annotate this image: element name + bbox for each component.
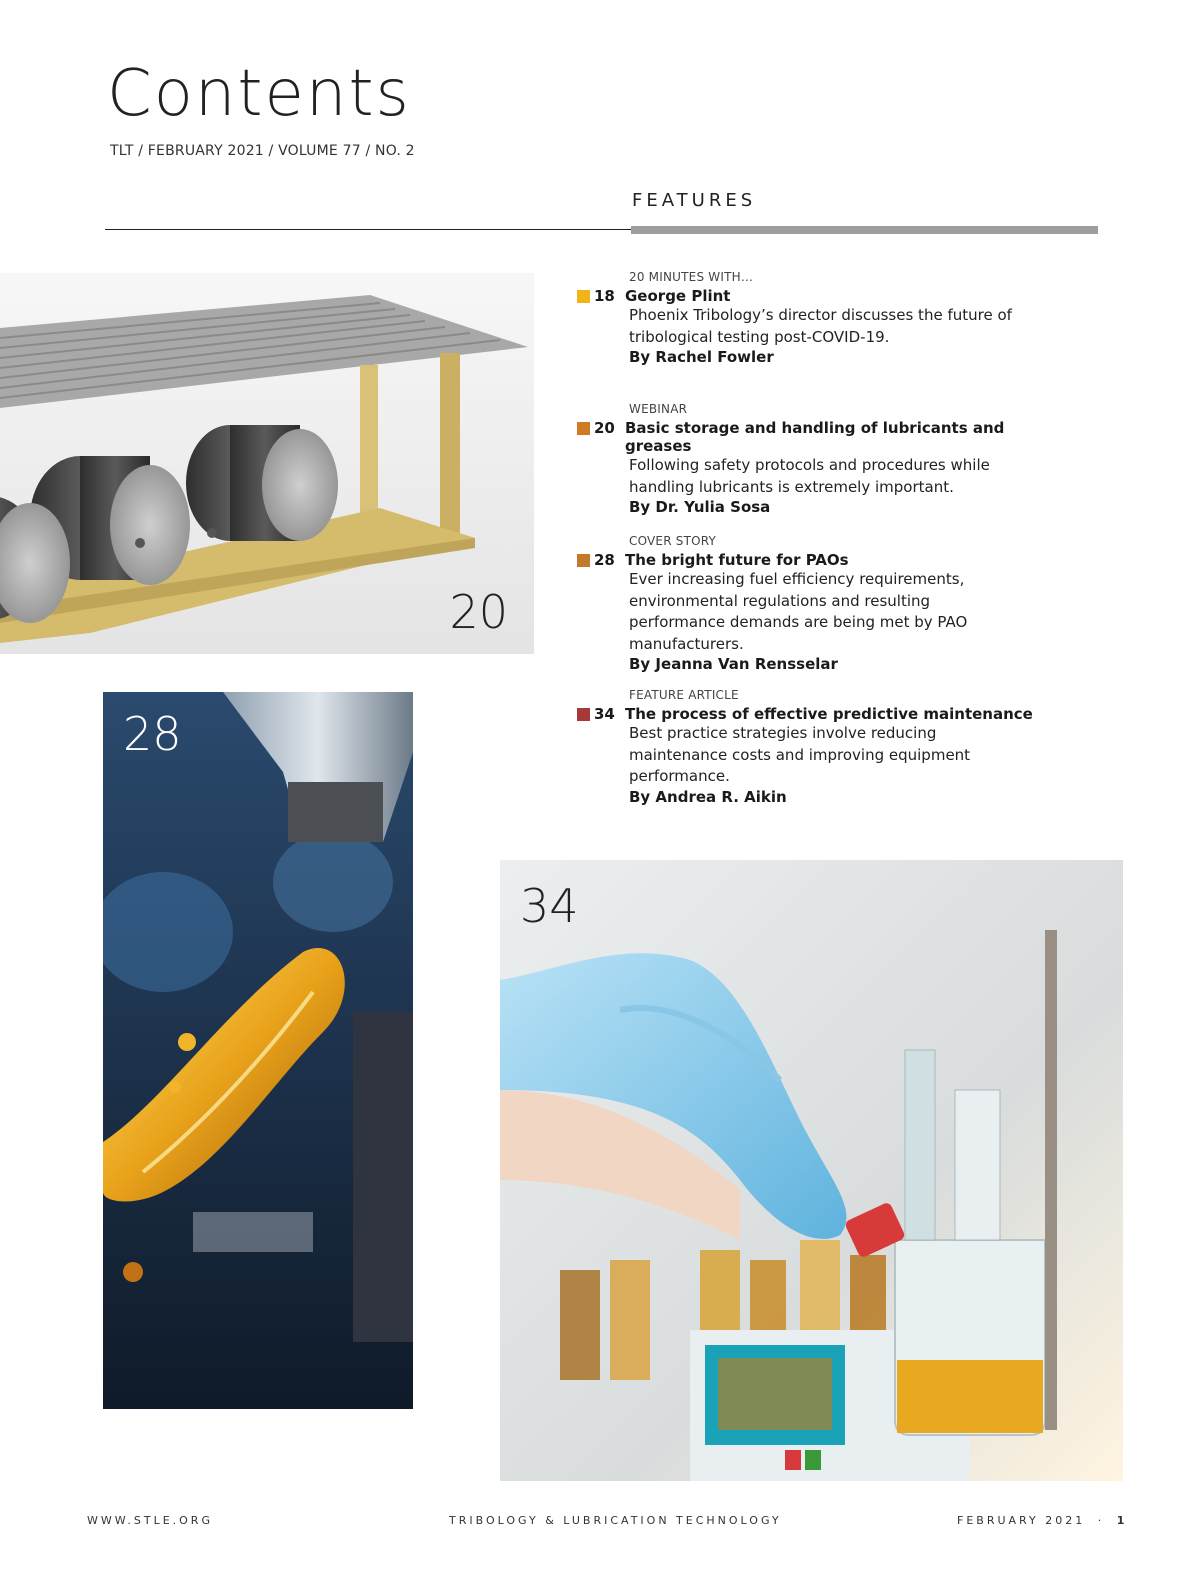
color-marker — [577, 422, 590, 435]
color-marker — [577, 290, 590, 303]
footer-separator: · — [1097, 1514, 1105, 1527]
oil-page-number: 28 — [123, 707, 182, 761]
oil-splash-illustration — [103, 692, 413, 1409]
feature-category: WEBINAR — [629, 402, 688, 416]
feature-description: Best practice strategies involve reducing maintenance costs and improving equipment performance. — [629, 724, 971, 785]
feature-title[interactable]: The process of effective predictive maintenance — [625, 705, 1033, 723]
feature-page-number: 34 — [594, 705, 615, 723]
footer-publication: TRIBOLOGY & LUBRICATION TECHNOLOGY — [449, 1514, 782, 1527]
feature-description: Ever increasing fuel efficiency requirements, environmental regulations and resulting performance demands are being met by PAO manufacturers. — [629, 570, 968, 653]
feature-category: COVER STORY — [629, 534, 717, 548]
feature-title[interactable]: The bright future for PAOs — [625, 551, 849, 569]
feature-byline: By Dr. Yulia Sosa — [629, 498, 771, 516]
feature-byline: By Jeanna Van Rensselar — [629, 655, 838, 673]
feature-title[interactable]: George Plint — [625, 287, 731, 305]
color-marker — [577, 708, 590, 721]
barrels-illustration — [0, 273, 534, 654]
feature-entry[interactable] — [577, 534, 1047, 673]
lab-image[interactable] — [500, 860, 1123, 1481]
feature-description: Phoenix Tribology’s director discusses the future of tribological testing post-COVID-19. — [629, 306, 1012, 346]
feature-title[interactable]: Basic storage and handling of lubricants and greases — [625, 419, 1005, 455]
feature-entry[interactable] — [577, 688, 1047, 806]
color-marker — [577, 554, 590, 567]
footer-website[interactable]: WWW.STLE.ORG — [87, 1514, 213, 1527]
footer-page-number: 1 — [1116, 1514, 1128, 1527]
feature-page-number: 28 — [594, 551, 615, 569]
feature-category: 20 MINUTES WITH… — [629, 270, 754, 284]
feature-byline: By Andrea R. Aikin — [629, 787, 787, 806]
header-divider — [105, 229, 632, 230]
lab-page-number: 34 — [520, 879, 579, 933]
features-divider — [631, 226, 1098, 234]
feature-description: Following safety protocols and procedures while handling lubricants is extremely important. — [629, 456, 990, 496]
feature-page-number: 18 — [594, 287, 615, 305]
page-title: Contents — [107, 57, 411, 131]
features-section-label: FEATURES — [632, 190, 757, 211]
issue-line: TLT / FEBRUARY 2021 / VOLUME 77 / NO. 2 — [110, 143, 415, 159]
feature-page-number: 20 — [594, 419, 615, 437]
lab-illustration — [500, 860, 1123, 1481]
footer-date: FEBRUARY 2021 — [957, 1514, 1086, 1527]
barrels-page-number: 20 — [449, 585, 508, 639]
footer-date-page — [957, 1514, 1127, 1527]
feature-entry[interactable] — [577, 402, 1047, 516]
feature-entry[interactable] — [577, 270, 1047, 366]
barrels-image[interactable] — [0, 273, 534, 654]
oil-splash-image[interactable] — [103, 692, 413, 1409]
feature-category: FEATURE ARTICLE — [629, 688, 739, 702]
feature-byline: By Rachel Fowler — [629, 348, 774, 366]
